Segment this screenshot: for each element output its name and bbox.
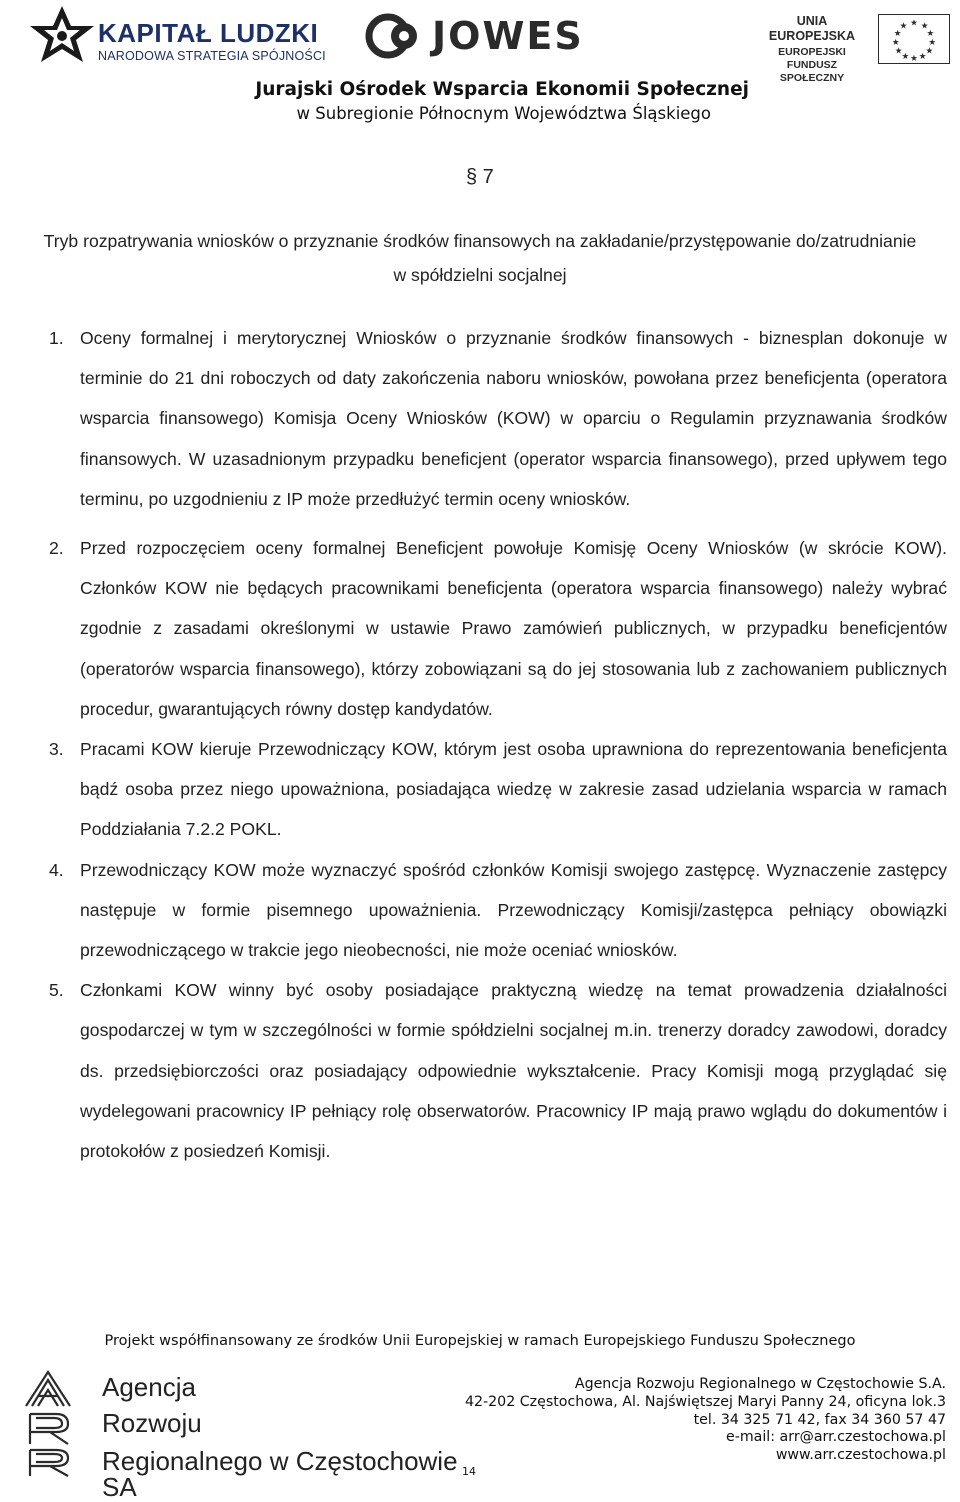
list-item [49,318,947,519]
jowes-mark-icon [368,10,424,62]
svg-text:★: ★ [891,37,900,48]
list-item-number: 3. [49,739,64,760]
page-number: 14 [462,1465,476,1478]
arr-logo-text [102,1374,470,1500]
contact-phone: tel. 34 325 71 42, fax 34 360 57 47 [693,1411,946,1428]
arr-logo-line1: Agencja [102,1372,196,1402]
arr-logo-mark-icon [20,1366,110,1478]
svg-text:★: ★ [920,21,929,32]
list-item [49,970,947,1171]
header-organization-region: w Subregionie Północnym Województwa Śląskiego [296,104,711,123]
eu-flag-icon [878,14,950,64]
list-item-text: Pracami KOW kieruje Przewodniczący KOW, którym jest osoba uprawniona do reprezentowania beneficjenta bądź osoba przez niego upoważniona, posiadająca wiedzę w zakresie zasad udzielania wsparcia w ramach Poddziałania 7.2.2 POKL. [80,739,947,840]
eu-logo-line2: EUROPEJSKI [778,46,846,58]
arr-logo-line2: Rozwoju [102,1408,202,1438]
eu-logo [756,14,946,84]
svg-text:★: ★ [926,29,935,40]
contact-name: Agencja Rozwoju Regionalnego w Częstochowie S.A. [574,1376,946,1392]
list-item [49,850,947,971]
svg-text:★: ★ [899,21,908,32]
eu-logo-text [756,14,868,85]
footer-contact [430,1376,946,1465]
list-item-text: Oceny formalnej i merytorycznej Wniosków o przyznanie środków finansowych - biznesplan dokonuje w terminie do 21 dni roboczych od daty zakończenia naboru wniosków, powołana przez beneficjenta (operatora wsparcia finansowego) Komisja Oceny Wniosków (KOW) w oparciu o Regulamin przyznawania środków finansowych. W uzasadnionym przypadku beneficjent (operator wsparcia finansowego), przed upływem tego terminu, po uzgodnieniu z IP może przedłużyć termin oceny wniosków. [80,328,947,509]
jowes-logo [368,10,588,62]
svg-text:★: ★ [910,18,918,29]
contact-address: 42-202 Częstochowa, Al. Najświętszej Maryi Panny 24, oficyna lok.3 [464,1393,946,1410]
list-item-text: Przed rozpoczęciem oceny formalnej Beneficjent powołuje Komisję Oceny Wniosków (w skrócie KOW). Członków KOW nie będących pracownikami beneficjenta (operatora wsparcia finansowego) należy wybrać zgodnie z zasadami określonymi w ustawie Prawo zamówień publicznych, w przypadku beneficjentów (operatorów wsparcia finansowego), którzy zobowiązani są do jej stosowania lub z zachowaniem publicznych procedur, gwarantujących równy dostęp kandydatów. [80,538,947,719]
kapital-ludzki-star-icon [22,4,102,68]
svg-text:★: ★ [894,46,903,57]
section-title: Tryb rozpatrywania wniosków o przyznanie środków finansowych na zakładanie/przystępowanie do/zatrudnianie w spółdzielni socjalnej [43,231,917,285]
kapital-ludzki-logo [22,4,326,68]
svg-text:★: ★ [910,54,918,65]
arr-logo [20,1366,470,1502]
arr-logo-line3: Regionalnego w Częstochowie SA [102,1446,458,1502]
contact-website: www.arr.czestochowa.pl [775,1447,946,1464]
list-item-number: 5. [49,980,64,1001]
list-item [49,729,947,850]
eu-logo-line1: UNIA EUROPEJSKA [768,14,856,43]
list-item-number: 1. [49,328,64,348]
jowes-logo-text: JOWES [432,14,584,58]
kapital-ludzki-subtitle: NARODOWA STRATEGIA SPÓJNOŚCI [98,49,326,63]
list-item-text: Przewodniczący KOW może wyznaczyć spośród członków Komisji swojego zastępcę. Wyznaczenie zastępcy następuje w formie pisemnego upoważnienia. Przewodniczący Komisji/zastępca pełniący obowiązki przewodniczącego w trakcie jego nieobecności, nie może oceniać wniosków. [80,859,947,961]
regulation-list [49,318,947,1171]
contact-email: e-mail: arr@arr.czestochowa.pl [726,1429,946,1446]
list-item-text: Członkami KOW winny być osoby posiadające praktyczną wiedzę na temat prowadzenia działalności gospodarczej w tym w szczególności w formie spółdzielni socjalnej m.in. trenerzy doradcy zawodowi, doradcy ds. przedsiębiorczości oraz posiadający odpowiednie wykształcenie. Pracy Komisji mogą przyglądać się wydelegowani pracownicy IP pełniący rolę obserwatorów. Pracownicy IP mają prawo wglądu do dokumentów i protokołów z posiedzeń Komisji. [80,980,947,1162]
footer-project-note: Projekt współfinansowany ze środków Unii Europejskiej w ramach Europejskiego Funduszu Społecznego [104,1333,856,1349]
svg-text:★: ★ [901,52,910,63]
list-item [49,528,947,729]
eu-logo-line3: FUNDUSZ SPOŁECZNY [779,59,845,84]
header-organization-name: Jurajski Ośrodek Wsparcia Ekonomii Społecznej [255,79,749,100]
svg-text:★: ★ [918,52,927,63]
section-number: § 7 [466,166,494,188]
page-header [0,0,960,130]
svg-text:★: ★ [928,37,937,48]
kapital-ludzki-title: KAPITAŁ LUDZKI [98,18,319,48]
svg-text:★: ★ [893,29,902,40]
list-item-number: 4. [49,859,64,880]
list-item-number: 2. [49,538,64,559]
svg-text:★: ★ [925,46,934,57]
